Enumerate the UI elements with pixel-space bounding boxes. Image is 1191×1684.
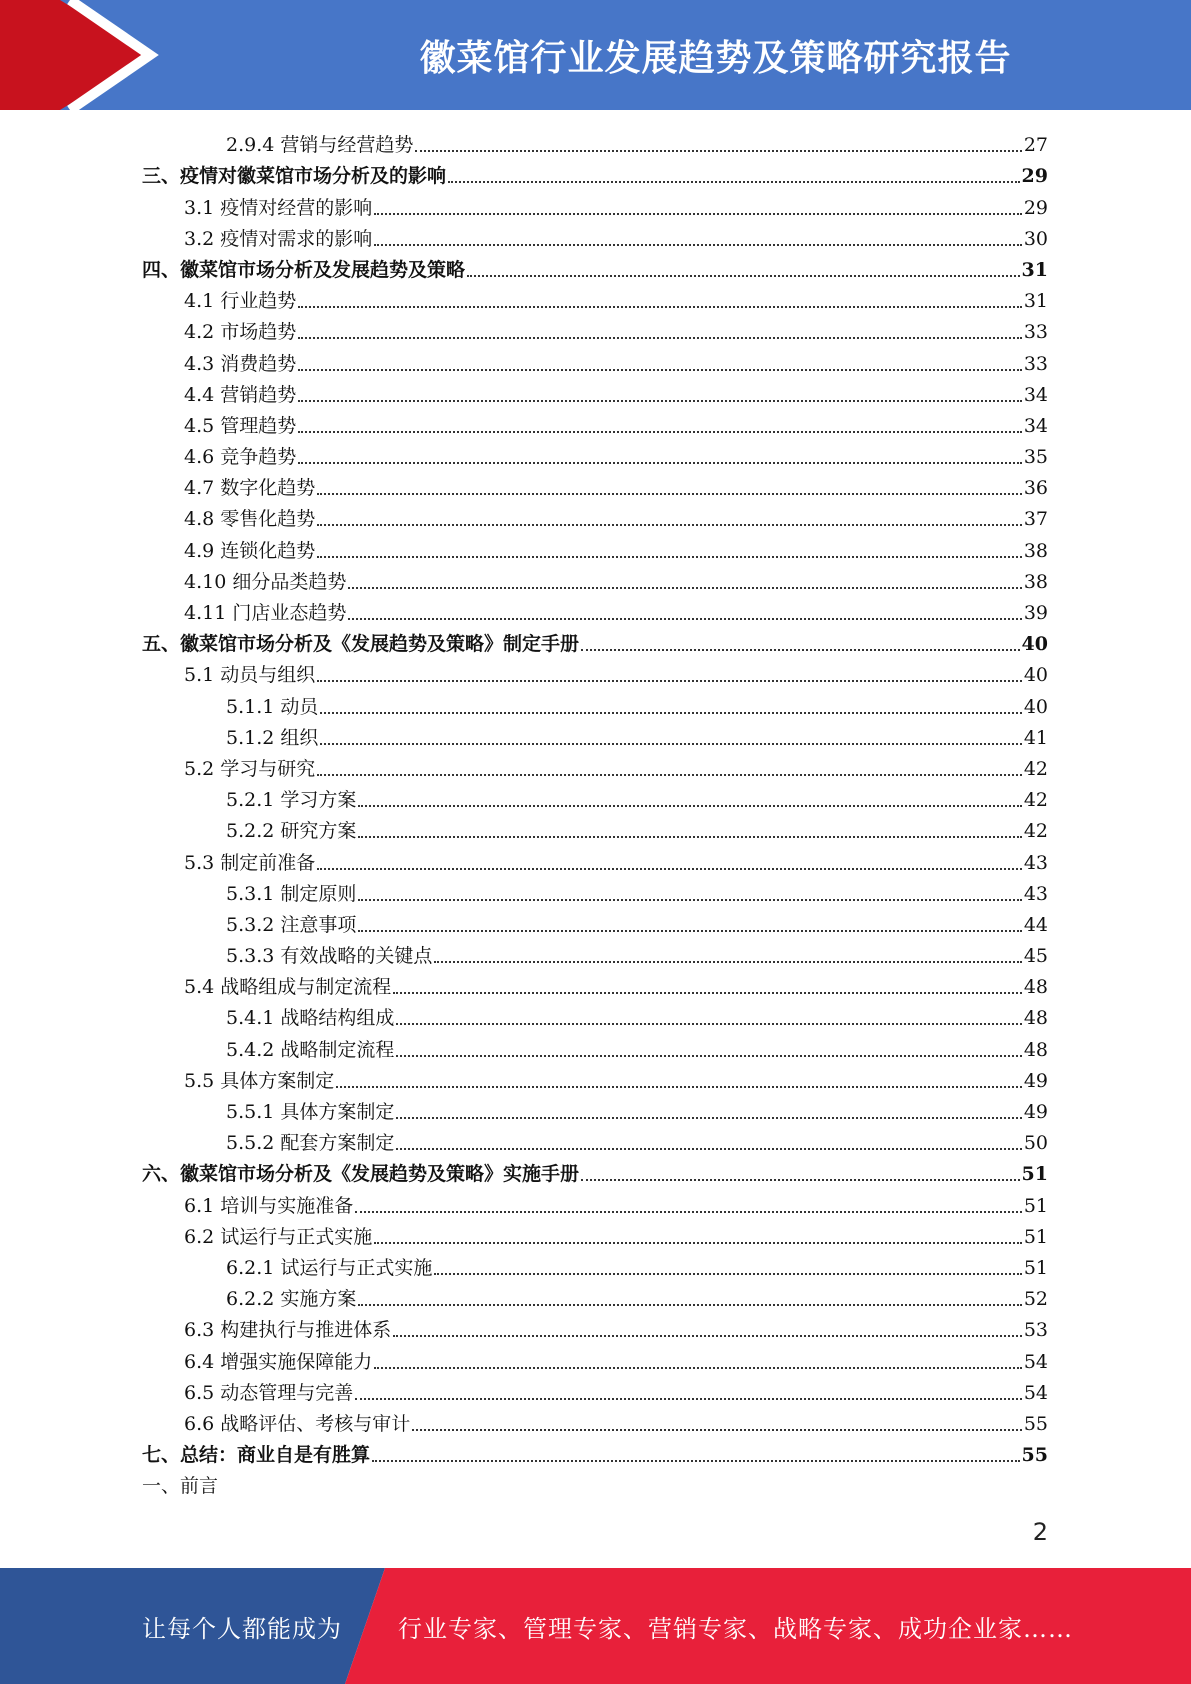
toc-entry-title: 6.1 培训与实施准备 [184, 1194, 354, 1217]
toc-entry-page: 30 [1023, 227, 1048, 250]
page-footer [0, 1568, 1191, 1684]
toc-entry-title: 4.7 数字化趋势 [184, 477, 316, 500]
toc-entry-title: 5.3.3 有效战略的关键点 [226, 945, 433, 968]
toc-entry-title: 6.3 构建执行与推进体系 [184, 1319, 392, 1342]
toc-entry[interactable] [142, 1064, 1048, 1095]
toc-entry-title: 5.3.2 注意事项 [226, 913, 357, 936]
toc-dot-leader [581, 649, 1020, 651]
toc-entry-page: 44 [1023, 913, 1048, 936]
toc-dot-leader [393, 992, 1022, 994]
toc-entry-page: 29 [1023, 196, 1048, 219]
toc-entry-page: 48 [1023, 976, 1048, 999]
toc-entry-page: 49 [1023, 1069, 1048, 1092]
toc-entry-page: 49 [1023, 1101, 1048, 1123]
toc-dot-leader [374, 1242, 1022, 1244]
toc-dot-leader [348, 587, 1021, 589]
toc-entry[interactable] [142, 1313, 1048, 1344]
toc-entry-title: 5.5.2 配套方案制定 [226, 1132, 395, 1155]
toc-entry-title: 5.4.2 战略制定流程 [226, 1038, 395, 1061]
toc-entry-title: 4.1 行业趋势 [184, 290, 297, 313]
toc-entry[interactable] [142, 1095, 1048, 1126]
toc-entry[interactable] [142, 440, 1048, 471]
toc-entry[interactable] [142, 1220, 1048, 1251]
toc-entry[interactable] [142, 1438, 1048, 1469]
toc-entry-title: 3.1 疫情对经营的影响 [184, 196, 373, 219]
toc-entry-page: 40 [1021, 633, 1048, 656]
toc-entry-page: 42 [1023, 757, 1048, 780]
toc-entry[interactable] [142, 970, 1048, 1001]
toc-dot-leader [358, 930, 1021, 932]
toc-entry[interactable] [142, 1344, 1048, 1375]
toc-entry-title: 三、疫情对徽菜馆市场分析及的影响 [142, 165, 447, 188]
toc-dot-leader [317, 493, 1022, 495]
toc-dot-leader [412, 1429, 1022, 1431]
toc-entry[interactable] [142, 159, 1048, 190]
toc-entry-page: 53 [1023, 1319, 1048, 1342]
toc-entry-page: 31 [1021, 258, 1048, 281]
toc-entry[interactable] [142, 1282, 1048, 1313]
toc-entry[interactable] [142, 1032, 1048, 1063]
footer-slogan-right: 行业专家、管理专家、营销专家、战略专家、成功企业家…… [398, 1614, 1073, 1643]
toc-entry-page: 42 [1023, 820, 1048, 843]
toc-entry-title: 一、前言 [142, 1475, 219, 1498]
toc-entry-page: 55 [1021, 1444, 1048, 1467]
toc-entry[interactable] [142, 222, 1048, 253]
toc-entry[interactable] [142, 627, 1048, 658]
toc-entry-title: 4.8 零售化趋势 [184, 508, 316, 531]
toc-entry-title: 5.4.1 战略结构组成 [226, 1007, 395, 1030]
toc-entry[interactable] [142, 783, 1048, 814]
toc-entry-page: 51 [1023, 1225, 1048, 1248]
toc-entry[interactable] [142, 502, 1048, 533]
toc-entry-page: 29 [1021, 165, 1048, 188]
toc-entry[interactable] [142, 939, 1048, 970]
toc-dot-leader [298, 306, 1022, 308]
toc-entry-page: 36 [1023, 477, 1048, 500]
toc-entry-page: 33 [1023, 321, 1048, 344]
toc-entry-page: 54 [1023, 1381, 1048, 1404]
toc-entry-page: 39 [1023, 602, 1048, 624]
toc-entry[interactable] [142, 1469, 1048, 1500]
toc-entry-page: 41 [1023, 726, 1048, 749]
toc-entry-title: 4.6 竞争趋势 [184, 446, 297, 469]
toc-dot-leader [355, 1398, 1022, 1400]
toc-entry-title: 3.2 疫情对需求的影响 [184, 227, 373, 250]
toc-entry-title: 4.2 市场趋势 [184, 321, 297, 344]
toc-entry-title: 4.10 细分品类趋势 [184, 570, 347, 593]
toc-entry[interactable] [142, 1126, 1048, 1157]
toc-entry-title: 四、徽菜馆市场分析及发展趋势及策略 [142, 258, 466, 281]
toc-dot-leader [298, 400, 1022, 402]
toc-entry[interactable] [142, 658, 1048, 689]
toc-entry[interactable] [142, 1251, 1048, 1282]
toc-entry-page: 51 [1021, 1163, 1048, 1186]
toc-entry-page: 34 [1023, 383, 1048, 406]
toc-entry-title: 4.9 连锁化趋势 [184, 539, 316, 562]
toc-dot-leader [317, 774, 1022, 776]
toc-dot-leader [358, 899, 1021, 901]
toc-dot-leader [434, 961, 1021, 963]
toc-dot-leader [317, 868, 1022, 870]
toc-entry-page: 33 [1023, 352, 1048, 375]
toc-dot-leader [320, 743, 1021, 745]
toc-entry-page: 35 [1023, 446, 1048, 469]
toc-dot-leader [317, 680, 1022, 682]
toc-entry-title: 4.3 消费趋势 [184, 352, 297, 375]
toc-entry[interactable] [142, 721, 1048, 752]
toc-dot-leader [348, 618, 1021, 620]
report-title: 徽菜馆行业发展趋势及策略研究报告 [419, 37, 1012, 79]
toc-entry-page: 54 [1023, 1350, 1048, 1373]
toc-entry[interactable] [142, 596, 1048, 627]
toc-dot-leader [448, 181, 1020, 183]
toc-entry[interactable] [142, 752, 1048, 783]
toc-entry[interactable] [142, 908, 1048, 939]
toc-entry-title: 6.2 试运行与正式实施 [184, 1225, 373, 1248]
toc-entry-page: 40 [1023, 695, 1048, 718]
toc-dot-leader [298, 462, 1022, 464]
toc-entry-title: 5.1 动员与组织 [184, 664, 316, 687]
toc-dot-leader [467, 275, 1020, 277]
toc-entry-title: 4.4 营销趋势 [184, 383, 297, 406]
toc-entry[interactable] [142, 1376, 1048, 1407]
toc-entry[interactable] [142, 190, 1048, 221]
toc-dot-leader [336, 1086, 1022, 1088]
toc-dot-leader [298, 337, 1022, 339]
toc-entry-title: 七、总结：商业自是有胜算 [142, 1444, 371, 1467]
toc-entry-title: 6.6 战略评估、考核与审计 [184, 1412, 411, 1435]
toc-entry[interactable] [142, 471, 1048, 502]
toc-dot-leader [298, 369, 1022, 371]
toc-entry[interactable] [142, 284, 1048, 315]
toc-entry-title: 6.2.2 实施方案 [226, 1288, 357, 1311]
toc-entry-page: 51 [1023, 1194, 1048, 1217]
toc-entry-page: 34 [1023, 414, 1048, 437]
toc-dot-leader [358, 805, 1021, 807]
toc-entry-title: 6.5 动态管理与完善 [184, 1381, 354, 1404]
toc-dot-leader [317, 556, 1022, 558]
footer-slogan-left: 让每个人都能成为 [142, 1614, 342, 1643]
toc-entry[interactable] [142, 253, 1048, 284]
toc-dot-leader [581, 1179, 1020, 1181]
table-of-contents [142, 128, 1048, 1500]
toc-entry-page: 40 [1023, 664, 1048, 687]
toc-entry-title: 5.1.1 动员 [226, 695, 319, 718]
toc-dot-leader [415, 150, 1021, 152]
toc-entry-title: 5.1.2 组织 [226, 726, 319, 749]
toc-dot-leader [396, 1023, 1021, 1025]
toc-entry-page: 55 [1023, 1412, 1048, 1435]
toc-entry[interactable] [142, 1001, 1048, 1032]
toc-entry-page: 48 [1023, 1007, 1048, 1030]
toc-entry-title: 5.2 学习与研究 [184, 757, 316, 780]
toc-entry-title: 五、徽菜馆市场分析及《发展趋势及策略》制定手册 [142, 633, 580, 656]
toc-entry-page: 38 [1023, 570, 1048, 593]
toc-dot-leader [298, 431, 1022, 433]
toc-dot-leader [374, 244, 1022, 246]
page-header [0, 0, 1191, 110]
toc-entry[interactable] [142, 1188, 1048, 1219]
toc-entry-page: 37 [1023, 508, 1048, 531]
toc-dot-leader [372, 1460, 1020, 1462]
toc-entry-title: 2.9.4 营销与经营趋势 [226, 134, 414, 157]
toc-entry[interactable] [142, 128, 1048, 159]
toc-dot-leader [393, 1335, 1022, 1337]
toc-entry-page: 43 [1023, 882, 1048, 905]
toc-entry[interactable] [142, 845, 1048, 876]
toc-entry-page: 48 [1023, 1038, 1048, 1061]
toc-dot-leader [374, 213, 1022, 215]
toc-dot-leader [396, 1055, 1021, 1057]
toc-entry-title: 6.2.1 试运行与正式实施 [226, 1256, 433, 1279]
toc-entry[interactable] [142, 409, 1048, 440]
toc-entry[interactable] [142, 533, 1048, 564]
toc-dot-leader [355, 1211, 1022, 1213]
toc-entry[interactable] [142, 565, 1048, 596]
toc-dot-leader [358, 1304, 1021, 1306]
toc-entry-title: 5.2.2 研究方案 [226, 820, 357, 843]
toc-dot-leader [396, 1148, 1021, 1150]
toc-entry-title: 5.3.1 制定原则 [226, 882, 357, 905]
toc-entry-title: 5.5 具体方案制定 [184, 1069, 335, 1092]
toc-entry[interactable] [142, 877, 1048, 908]
toc-dot-leader [358, 836, 1021, 838]
toc-entry-title: 六、徽菜馆市场分析及《发展趋势及策略》实施手册 [142, 1163, 580, 1186]
toc-entry-page: 43 [1023, 851, 1048, 874]
toc-entry[interactable] [142, 378, 1048, 409]
toc-dot-leader [434, 1273, 1021, 1275]
toc-entry[interactable] [142, 1157, 1048, 1188]
toc-entry-page: 38 [1023, 539, 1048, 562]
toc-entry-page: 50 [1023, 1132, 1048, 1155]
toc-entry[interactable] [142, 1407, 1048, 1438]
toc-entry-title: 4.11 门店业态趋势 [184, 602, 347, 624]
toc-entry[interactable] [142, 346, 1048, 377]
toc-entry-title: 5.4 战略组成与制定流程 [184, 976, 392, 999]
toc-entry[interactable] [142, 814, 1048, 845]
toc-entry-title: 5.3 制定前准备 [184, 851, 316, 874]
toc-entry-page: 27 [1023, 134, 1048, 157]
toc-entry-page: 45 [1023, 945, 1048, 968]
toc-dot-leader [374, 1367, 1022, 1369]
toc-entry-page: 51 [1023, 1256, 1048, 1279]
toc-dot-leader [396, 1117, 1021, 1119]
page-number: 2 [1032, 1518, 1048, 1546]
toc-entry-page: 31 [1023, 290, 1048, 313]
toc-entry-title: 4.5 管理趋势 [184, 414, 297, 437]
toc-entry-title: 5.2.1 学习方案 [226, 789, 357, 812]
toc-dot-leader [320, 712, 1021, 714]
toc-entry[interactable] [142, 689, 1048, 720]
toc-entry-page: 42 [1023, 789, 1048, 812]
toc-entry-title: 5.5.1 具体方案制定 [226, 1101, 395, 1123]
toc-dot-leader [317, 524, 1022, 526]
red-arrow-decoration [0, 0, 200, 110]
toc-entry[interactable] [142, 315, 1048, 346]
toc-entry-title: 6.4 增强实施保障能力 [184, 1350, 373, 1373]
toc-entry-page: 52 [1023, 1288, 1048, 1311]
